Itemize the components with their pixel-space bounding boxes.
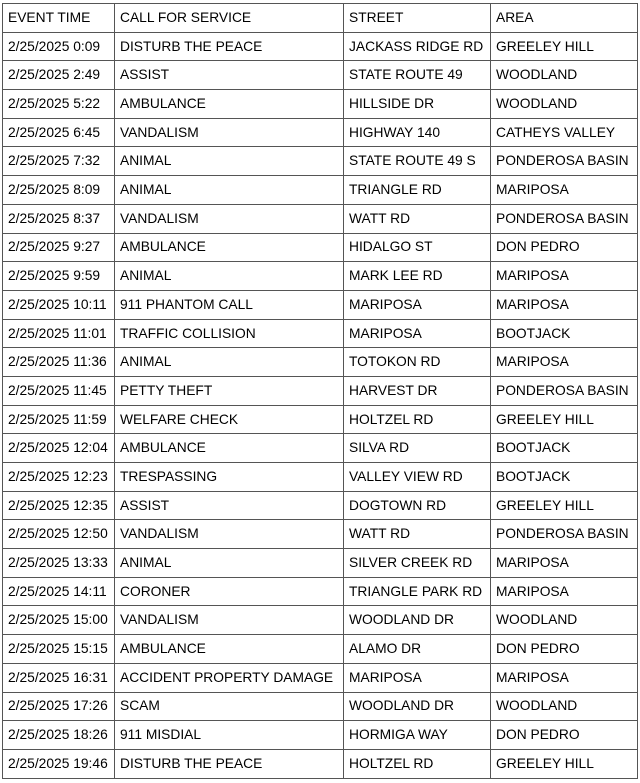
- header-event-time: EVENT TIME: [3, 4, 115, 33]
- cell-street: WATT RD: [344, 520, 491, 549]
- cell-street: DOGTOWN RD: [344, 491, 491, 520]
- cell-event-time: 2/25/2025 12:04: [3, 434, 115, 463]
- cell-event-time: 2/25/2025 18:26: [3, 721, 115, 750]
- cell-area: WOODLAND: [491, 606, 638, 635]
- table-row: [3, 290, 638, 319]
- cell-area: DON PEDRO: [491, 721, 638, 750]
- cell-call-for-service: ANIMAL: [115, 549, 344, 578]
- cell-event-time: 2/25/2025 0:09: [3, 32, 115, 61]
- header-street: STREET: [344, 4, 491, 33]
- cell-call-for-service: AMBULANCE: [115, 233, 344, 262]
- table-row: [3, 405, 638, 434]
- table-row: [3, 663, 638, 692]
- cell-street: HORMIGA WAY: [344, 721, 491, 750]
- header-row: [3, 4, 638, 33]
- cell-street: SILVA RD: [344, 434, 491, 463]
- cell-street: STATE ROUTE 49: [344, 61, 491, 90]
- cell-call-for-service: ANIMAL: [115, 147, 344, 176]
- cell-street: ALAMO DR: [344, 635, 491, 664]
- cell-event-time: 2/25/2025 15:15: [3, 635, 115, 664]
- cell-area: MARIPOSA: [491, 262, 638, 291]
- cell-event-time: 2/25/2025 6:45: [3, 118, 115, 147]
- table-row: [3, 204, 638, 233]
- cell-call-for-service: 911 MISDIAL: [115, 721, 344, 750]
- cell-area: GREELEY HILL: [491, 491, 638, 520]
- table-row: [3, 549, 638, 578]
- cell-street: MARIPOSA: [344, 663, 491, 692]
- table-row: [3, 118, 638, 147]
- cell-event-time: 2/25/2025 9:27: [3, 233, 115, 262]
- table-row: [3, 434, 638, 463]
- table-row: [3, 721, 638, 750]
- cell-street: MARIPOSA: [344, 319, 491, 348]
- cell-call-for-service: DISTURB THE PEACE: [115, 749, 344, 778]
- table-header: [3, 4, 638, 33]
- cell-call-for-service: CORONER: [115, 577, 344, 606]
- cell-event-time: 2/25/2025 11:59: [3, 405, 115, 434]
- cell-event-time: 2/25/2025 9:59: [3, 262, 115, 291]
- cell-event-time: 2/25/2025 19:46: [3, 749, 115, 778]
- cell-area: WOODLAND: [491, 61, 638, 90]
- cell-street: WATT RD: [344, 204, 491, 233]
- header-area: AREA: [491, 4, 638, 33]
- cell-event-time: 2/25/2025 11:45: [3, 376, 115, 405]
- table-row: [3, 749, 638, 778]
- cell-call-for-service: 911 PHANTOM CALL: [115, 290, 344, 319]
- table-row: [3, 233, 638, 262]
- cell-event-time: 2/25/2025 15:00: [3, 606, 115, 635]
- cell-call-for-service: ANIMAL: [115, 262, 344, 291]
- cell-area: MARIPOSA: [491, 663, 638, 692]
- cell-area: WOODLAND: [491, 692, 638, 721]
- cell-area: MARIPOSA: [491, 577, 638, 606]
- cell-event-time: 2/25/2025 11:01: [3, 319, 115, 348]
- cell-area: PONDEROSA BASIN: [491, 204, 638, 233]
- table-row: [3, 90, 638, 119]
- cell-street: WOODLAND DR: [344, 692, 491, 721]
- cell-street: HIGHWAY 140: [344, 118, 491, 147]
- cell-street: TOTOKON RD: [344, 348, 491, 377]
- table-row: [3, 491, 638, 520]
- cell-event-time: 2/25/2025 5:22: [3, 90, 115, 119]
- table-row: [3, 147, 638, 176]
- cell-street: HARVEST DR: [344, 376, 491, 405]
- cell-call-for-service: ANIMAL: [115, 348, 344, 377]
- cell-area: BOOTJACK: [491, 319, 638, 348]
- cell-street: MARK LEE RD: [344, 262, 491, 291]
- table-row: [3, 319, 638, 348]
- cell-street: VALLEY VIEW RD: [344, 463, 491, 492]
- cell-area: MARIPOSA: [491, 290, 638, 319]
- cell-event-time: 2/25/2025 13:33: [3, 549, 115, 578]
- cell-area: GREELEY HILL: [491, 749, 638, 778]
- cell-event-time: 2/25/2025 7:32: [3, 147, 115, 176]
- table-row: [3, 635, 638, 664]
- table-row: [3, 606, 638, 635]
- cell-area: WOODLAND: [491, 90, 638, 119]
- table-row: [3, 692, 638, 721]
- cell-area: PONDEROSA BASIN: [491, 520, 638, 549]
- cell-event-time: 2/25/2025 8:37: [3, 204, 115, 233]
- cell-call-for-service: TRAFFIC COLLISION: [115, 319, 344, 348]
- cell-street: HOLTZEL RD: [344, 749, 491, 778]
- cell-area: PONDEROSA BASIN: [491, 376, 638, 405]
- cell-call-for-service: WELFARE CHECK: [115, 405, 344, 434]
- header-call-for-service: CALL FOR SERVICE: [115, 4, 344, 33]
- table-row: [3, 463, 638, 492]
- cell-call-for-service: PETTY THEFT: [115, 376, 344, 405]
- cell-area: GREELEY HILL: [491, 405, 638, 434]
- cell-call-for-service: AMBULANCE: [115, 635, 344, 664]
- cell-event-time: 2/25/2025 14:11: [3, 577, 115, 606]
- cell-call-for-service: VANDALISM: [115, 204, 344, 233]
- cell-call-for-service: TRESPASSING: [115, 463, 344, 492]
- cell-call-for-service: VANDALISM: [115, 520, 344, 549]
- call-log-table: [2, 3, 638, 779]
- cell-area: CATHEYS VALLEY: [491, 118, 638, 147]
- cell-event-time: 2/25/2025 12:35: [3, 491, 115, 520]
- table-row: [3, 348, 638, 377]
- cell-event-time: 2/25/2025 10:11: [3, 290, 115, 319]
- cell-area: MARIPOSA: [491, 176, 638, 205]
- cell-call-for-service: ANIMAL: [115, 176, 344, 205]
- cell-area: BOOTJACK: [491, 434, 638, 463]
- cell-area: DON PEDRO: [491, 635, 638, 664]
- cell-area: GREELEY HILL: [491, 32, 638, 61]
- table-row: [3, 32, 638, 61]
- cell-street: SILVER CREEK RD: [344, 549, 491, 578]
- cell-event-time: 2/25/2025 8:09: [3, 176, 115, 205]
- cell-area: DON PEDRO: [491, 233, 638, 262]
- cell-event-time: 2/25/2025 12:23: [3, 463, 115, 492]
- cell-call-for-service: ACCIDENT PROPERTY DAMAGE: [115, 663, 344, 692]
- cell-street: STATE ROUTE 49 S: [344, 147, 491, 176]
- table-row: [3, 376, 638, 405]
- table-row: [3, 262, 638, 291]
- cell-call-for-service: ASSIST: [115, 491, 344, 520]
- cell-event-time: 2/25/2025 11:36: [3, 348, 115, 377]
- cell-call-for-service: DISTURB THE PEACE: [115, 32, 344, 61]
- cell-street: HILLSIDE DR: [344, 90, 491, 119]
- cell-event-time: 2/25/2025 2:49: [3, 61, 115, 90]
- cell-area: PONDEROSA BASIN: [491, 147, 638, 176]
- table-row: [3, 520, 638, 549]
- cell-area: BOOTJACK: [491, 463, 638, 492]
- cell-street: JACKASS RIDGE RD: [344, 32, 491, 61]
- cell-area: MARIPOSA: [491, 348, 638, 377]
- table-row: [3, 577, 638, 606]
- cell-street: WOODLAND DR: [344, 606, 491, 635]
- table-row: [3, 61, 638, 90]
- cell-call-for-service: SCAM: [115, 692, 344, 721]
- cell-call-for-service: VANDALISM: [115, 606, 344, 635]
- cell-call-for-service: VANDALISM: [115, 118, 344, 147]
- cell-area: MARIPOSA: [491, 549, 638, 578]
- table-row: [3, 176, 638, 205]
- cell-call-for-service: AMBULANCE: [115, 90, 344, 119]
- cell-street: MARIPOSA: [344, 290, 491, 319]
- cell-call-for-service: AMBULANCE: [115, 434, 344, 463]
- cell-street: TRIANGLE PARK RD: [344, 577, 491, 606]
- cell-call-for-service: ASSIST: [115, 61, 344, 90]
- cell-event-time: 2/25/2025 17:26: [3, 692, 115, 721]
- cell-street: HIDALGO ST: [344, 233, 491, 262]
- cell-event-time: 2/25/2025 16:31: [3, 663, 115, 692]
- cell-street: TRIANGLE RD: [344, 176, 491, 205]
- cell-street: HOLTZEL RD: [344, 405, 491, 434]
- cell-event-time: 2/25/2025 12:50: [3, 520, 115, 549]
- table-body: [3, 32, 638, 778]
